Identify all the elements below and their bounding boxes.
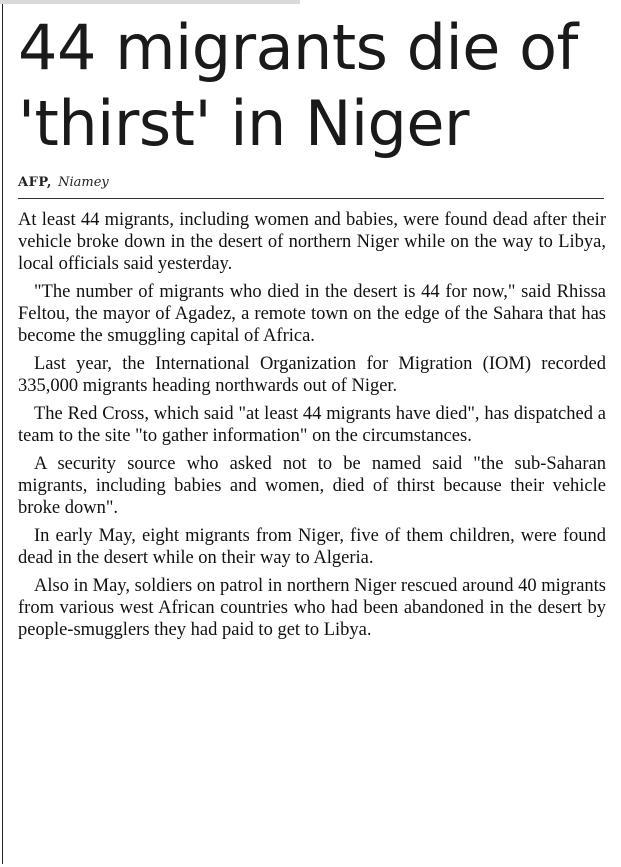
paragraph: Last year, the International Organization for Migration (IOM) recorded 335,000 migrants heading northwards out of Niger. [18,354,606,396]
article-body [18,209,606,641]
news-article [18,10,608,647]
paragraph: In early May, eight migrants from Niger, five of them children, were found dead in the desert while on their way to Algeria. [18,526,606,568]
paragraph: The Red Cross, which said "at least 44 migrants have died", has dispatched a team to the site "to gather information" on the circumstances. [18,404,606,446]
byline-location: Niamey [58,175,109,190]
paragraph: "The number of migrants who died in the desert is 44 for now," said Rhissa Feltou, the mayor of Agadez, a remote town on the edge of the Sahara that has become the smuggling capital of Africa. [18,282,606,346]
byline [18,174,604,199]
paragraph: Also in May, soldiers on patrol in northern Niger rescued around 40 migrants from various west African countries who had been abandoned in the desert by people-smugglers they had paid to get to Libya. [18,576,606,640]
paragraph: At least 44 migrants, including women and babies, were found dead after their vehicle broke down in the desert of northern Niger while on the way to Libya, local officials said yesterday. [18,210,606,274]
paragraph: A security source who asked not to be named said "the sub-Saharan migrants, including babies and women, died of thirst because their vehicle broke down". [18,454,606,518]
column-rule [2,4,3,864]
top-divider [0,0,300,4]
headline [18,10,608,162]
headline-line-2: 'thirst' in Niger [18,87,470,160]
byline-agency: AFP, [18,175,52,190]
headline-line-1: 44 migrants die of [18,11,578,84]
